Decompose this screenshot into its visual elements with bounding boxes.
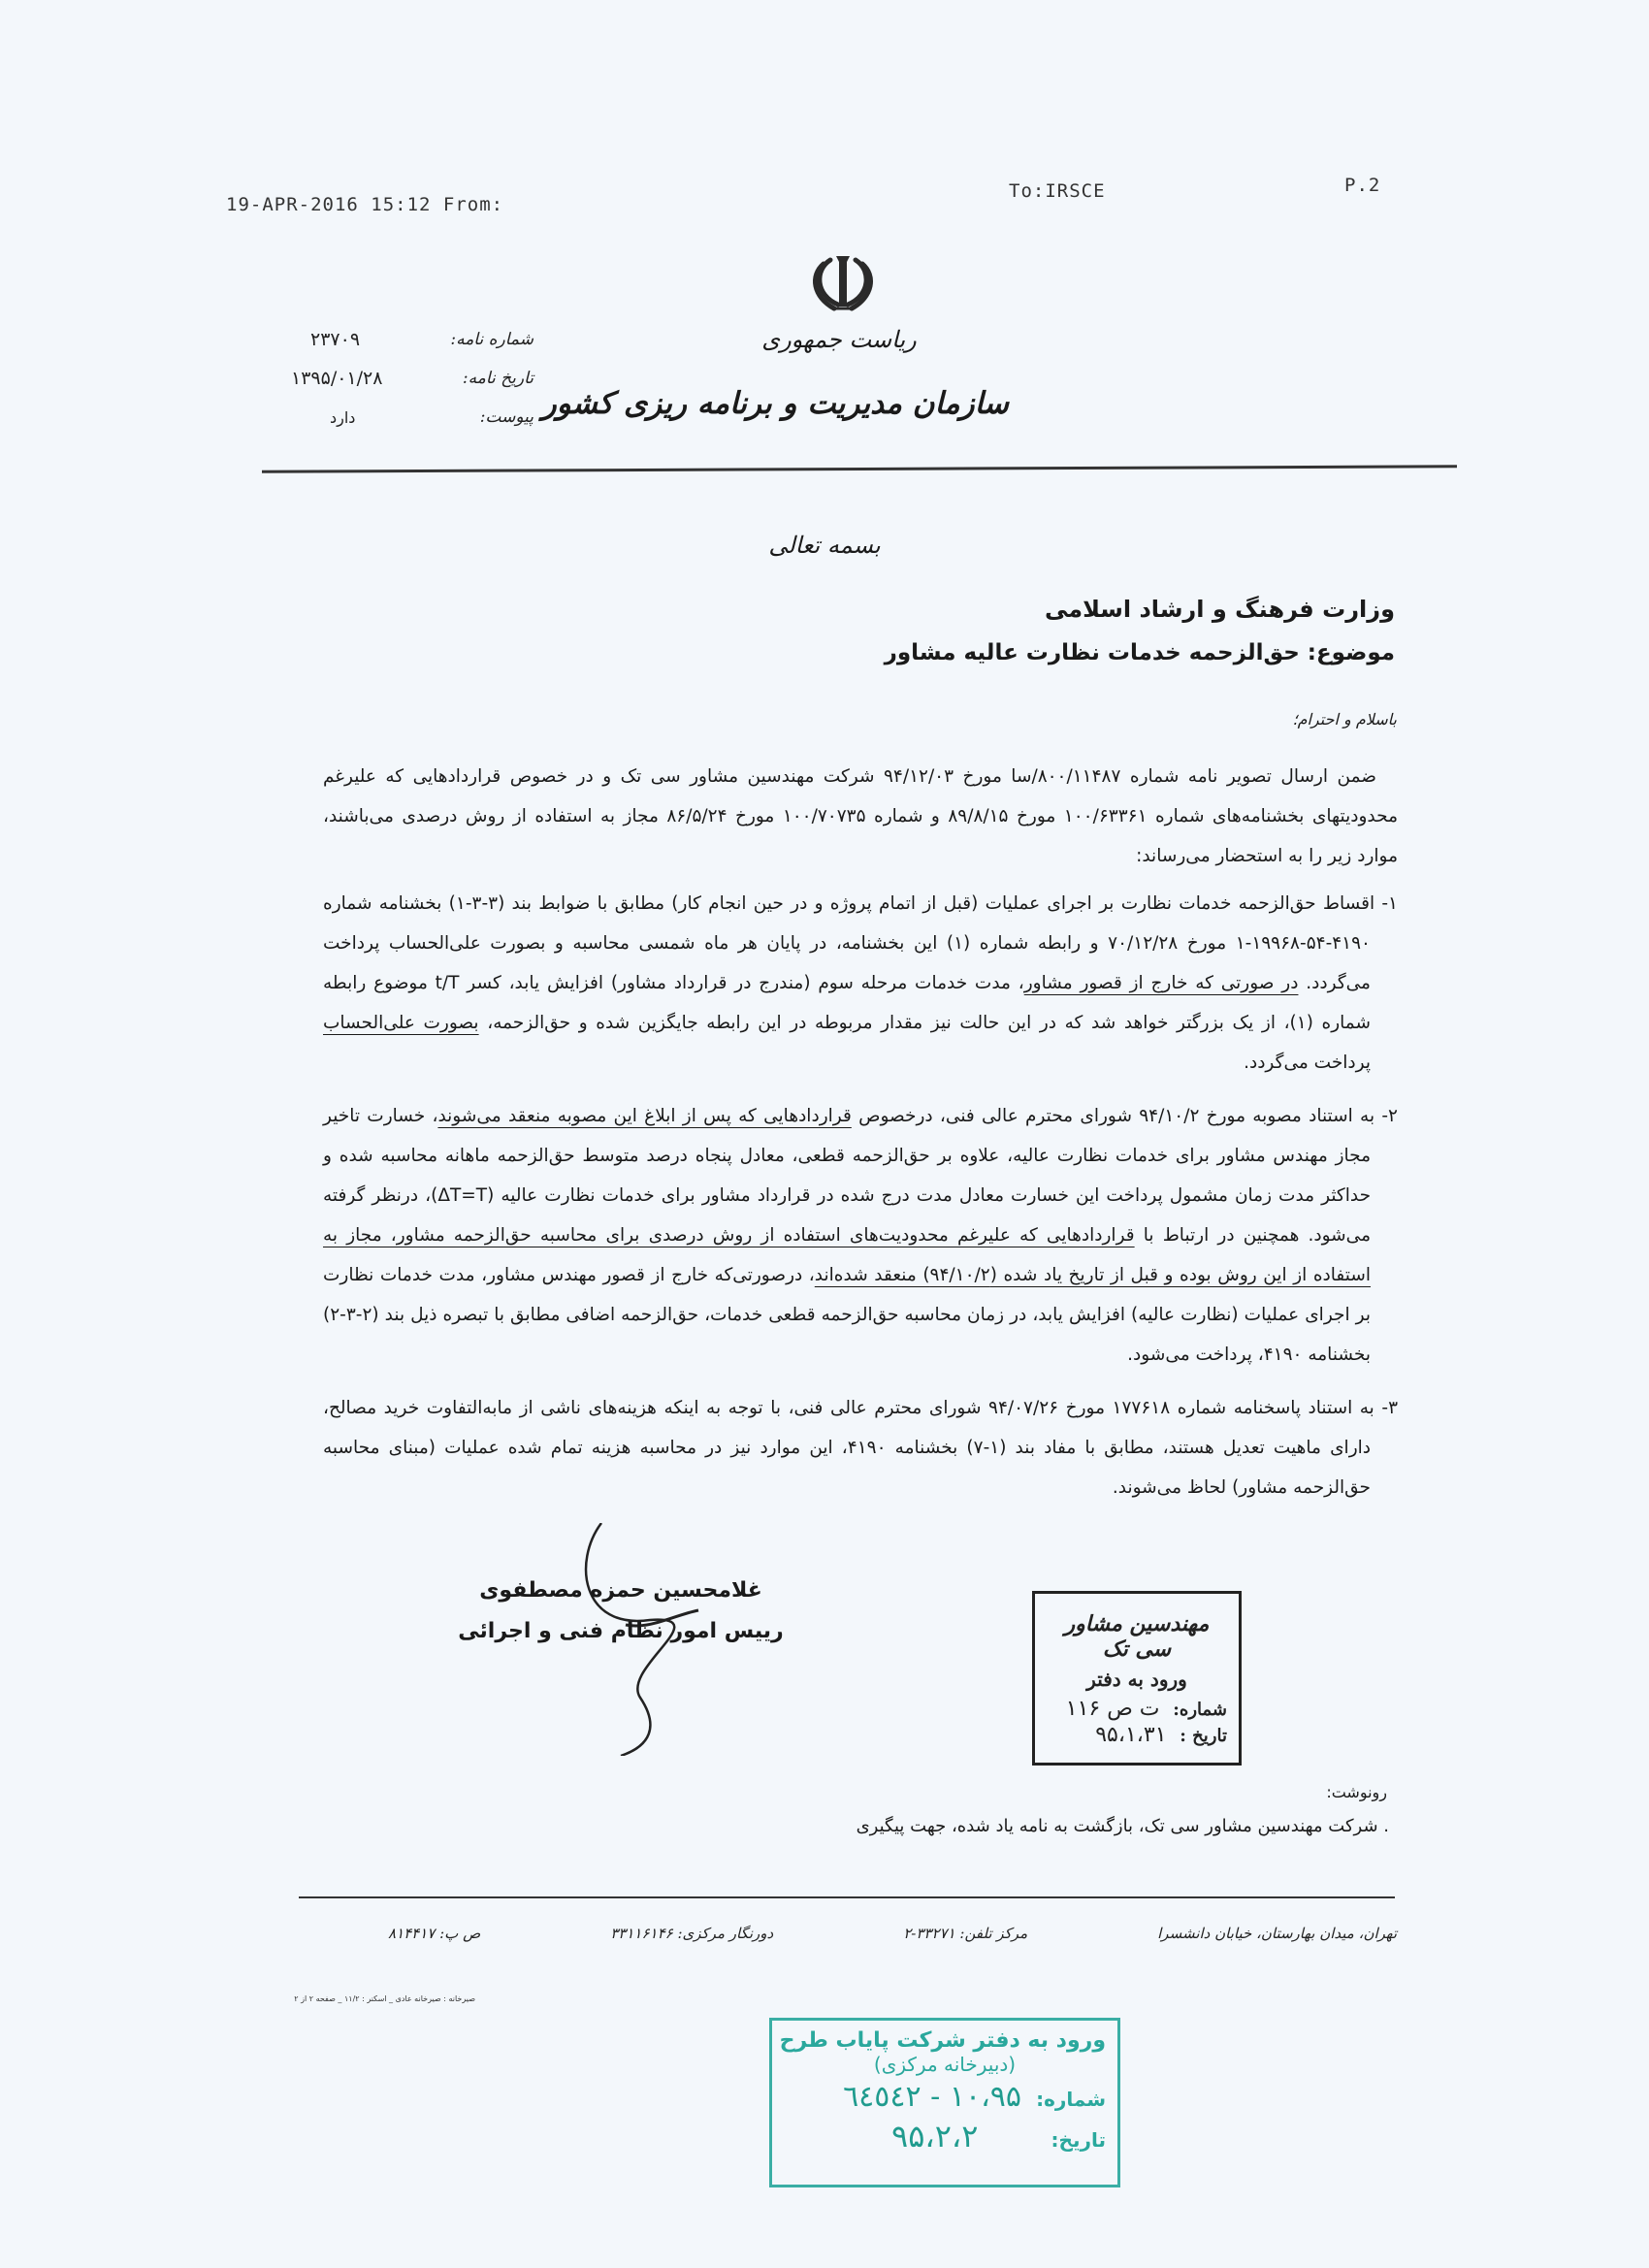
numbered-item xyxy=(323,1096,1398,1375)
fax-to: To:IRSCE xyxy=(1009,180,1106,202)
payab-heading: ورود به دفتر شرکت پایاب طرح xyxy=(779,2028,1106,2053)
stamp-number-value: ت ص ۱۱۶ xyxy=(1065,1697,1160,1721)
subject: موضوع: حق‌الزحمه خدمات نظارت عالیه مشاور xyxy=(884,640,1395,665)
fax-page: P.2 xyxy=(1344,175,1381,196)
numbered-item xyxy=(323,884,1398,1083)
payab-date-label: تاریخ: xyxy=(1051,2128,1106,2152)
letter-date-value: ۱۳۹۵/۰۱/۲۸ xyxy=(291,368,383,389)
underlined-text: بصورت علی‌الحساب xyxy=(323,1013,479,1033)
org-line1: ریاست جمهوری xyxy=(761,326,917,353)
footer-contacts xyxy=(388,1925,1397,1942)
cc-text: . شرکت مهندسین مشاور سی تک، بازگشت به نامه یاد شده، جهت پیگیری xyxy=(856,1816,1389,1836)
item-text: ، درصورتی‌که خارج از قصور مهندس مشاور، مدت خدمات نظارت بر اجرای عملیات (نظارت عالیه) افزایش یابد، در زمان محاسبه حق‌الزحمه قطعی خدمات، حق‌الزحمه اضافی مطابق با تبصره ذیل بند (۲-۳-۲) بخشنامه ۴۱۹۰، پرداخت می‌شود. xyxy=(323,1265,1371,1365)
payab-number-value: ۱۰،۹۵ - ٦٤٥٤٢ xyxy=(843,2080,1021,2114)
footer-fax: دورنگار مرکزی: ۳۳۱۱۶۱۴۶ xyxy=(610,1925,774,1942)
attachment-value: دارد xyxy=(330,407,356,427)
item-number: ۳- xyxy=(1374,1398,1399,1418)
underlined-text: قراردادهایی که علیرغم محدودیت‌های استفاده از روش درصدی برای محاسبه حق‌الزحمه مشاور، مجاز به استفاده از این روش بوده و قبل از تاریخ یاد شده (۹۴/۱۰/۲) منعقد شده‌اند xyxy=(323,1225,1372,1285)
stamp-date-row xyxy=(1047,1723,1227,1747)
numbered-items xyxy=(323,884,1398,1507)
received-stamp-payab xyxy=(769,2018,1120,2187)
payab-number-row xyxy=(784,2080,1106,2114)
item-number: ۱- xyxy=(1374,893,1398,914)
stamp-date-label: تاریخ : xyxy=(1180,1726,1227,1746)
stamp-date-value: ۹۵،۱،۳۱ xyxy=(1095,1723,1167,1747)
underlined-text: قراردادهایی که پس از ابلاغ این مصوبه منعقد می‌شوند xyxy=(437,1106,852,1126)
meta-row-number xyxy=(281,320,534,359)
signatory-name: غلامحسین حمزه مصطفوی xyxy=(479,1578,762,1603)
intro-paragraph: ضمن ارسال تصویر نامه شماره ۸۰۰/۱۱۴۸۷/سا مورخ ۹۴/۱۲/۰۳ شرکت مهندسین مشاور سی تک و در خصوص قراردادهایی که علیرغم محدودیتهای بخشنامه‌های شماره ۱۰۰/۶۳۳۶۱ مورخ ۸۹/۸/۱۵ و شماره ۱۰۰/۷۰۷۳۵ مورخ ۸۶/۵/۲۴ مجاز به استفاده از روش درصدی می‌باشند، موارد زیر را به استحضار می‌رساند: xyxy=(323,766,1398,866)
stamp-company: مهندسین مشاور سی تک xyxy=(1064,1611,1210,1662)
stamp-heading: ورود به دفتر xyxy=(1086,1668,1187,1691)
meta-row-date xyxy=(281,359,534,398)
payab-date-value: ۹۵،۲،۲ xyxy=(891,2118,979,2155)
meta-row-attachment xyxy=(281,398,534,437)
received-stamp-sitech xyxy=(1032,1591,1242,1766)
payab-date-row xyxy=(784,2118,1106,2155)
iran-emblem-icon xyxy=(809,250,877,312)
item-text: ، مدت خدمات مرحله سوم (مندرج در قرارداد مشاور) افزایش یابد، کسر t/T موضوع رابطه شماره (۱)، از یک بزرگتر خواهد شد که در این حالت نیز مقدار مربوطه در این رابطه جایگزین شده و حق‌الزحمه، xyxy=(323,973,1372,1033)
header-divider xyxy=(262,465,1457,472)
underlined-text: در صورتی که خارج از قصور مشاور xyxy=(1023,973,1299,993)
attachment-label: پیوست: xyxy=(479,407,534,427)
item-number: ۲- xyxy=(1374,1106,1398,1126)
letter-number-value: ۲۳۷۰۹ xyxy=(310,329,361,350)
signatory-title: رییس امور نظام فنی و اجرائی xyxy=(458,1619,784,1643)
fax-datetime-from: 19-APR-2016 15:12 From: xyxy=(226,194,504,215)
cc-label: رونوشت: xyxy=(1326,1783,1387,1801)
payab-number-label: شماره: xyxy=(1036,2088,1106,2111)
recipient: وزارت فرهنگ و ارشاد اسلامی xyxy=(1044,596,1395,623)
numbered-item xyxy=(323,1388,1398,1507)
bismillah: بسمه تعالی xyxy=(768,532,881,559)
stamp-number-row xyxy=(1047,1697,1227,1721)
letter-date-label: تاریخ نامه: xyxy=(462,369,534,388)
letter-meta xyxy=(281,320,534,437)
greeting: باسلام و احترام؛ xyxy=(1292,710,1397,729)
payab-subheading: (دبیرخانه مرکزی) xyxy=(873,2053,1017,2076)
item-text: پرداخت می‌گردد. xyxy=(1244,1053,1371,1073)
footer-address: تهران، میدان بهارستان، خیابان دانشسرا xyxy=(1157,1925,1397,1942)
letter-number-label: شماره نامه: xyxy=(450,330,534,349)
footer-phone: مرکز تلفن: ۳۳۲۷۱-۲ xyxy=(903,1925,1028,1942)
letter-body xyxy=(323,757,1398,1507)
stamp-number-label: شماره: xyxy=(1173,1700,1227,1720)
item-text: اقساط حق‌الزحمه خدمات نظارت بر اجرای عملیات (قبل از اتمام پروژه و در حین انجام کار) مطابق با ضوابط بند (۳-۳-۱) بخشنامه شماره ۴۱۹۰-۵۴-۱۹۹۶۸-۱ مورخ ۷۰/۱۲/۲۸ و رابطه شماره (۱) این بخشنامه، در پایان هر ماه شمسی محاسبه و بصورت علی‌الحساب پرداخت می‌گردد. xyxy=(323,893,1375,993)
item-text: به استناد مصوبه مورخ ۹۴/۱۰/۲ شورای محترم عالی فنی، درخصوص xyxy=(851,1106,1375,1126)
scan-small-print: صیرخانه : صیرخانه عادی _ اسکنر : ۱۱/۲ _ صفحه ۲ از ۲ xyxy=(294,1994,475,2003)
footer-postal: ص پ: ۸۱۴۴۱۷ xyxy=(388,1925,481,1942)
item-text: ، خسارت تاخیر مجاز مهندس مشاور برای خدمات نظارت عالیه، علاوه بر حق‌الزحمه قطعی، معادل پنجاه درصد متوسط حق‌الزحمه ماهانه محاسبه شده و حداکثر مدت زمان مشمول پرداخت این خسارت معادل مدت درج شده در قرارداد مشاور برای خدمات نظارت عالیه (ΔT=T)، درنظر گرفته می‌شود. همچنین در ارتباط با xyxy=(323,1106,1372,1246)
footer-divider xyxy=(299,1896,1395,1898)
item-text: به استناد پاسخنامه شماره ۱۷۷۶۱۸ مورخ ۹۴/۰۷/۲۶ شورای محترم عالی فنی، با توجه به اینکه هزینه‌های ناشی از مابه‌التفاوت خرید مصالح، دارای ماهیت تعدیل هستند، مطابق با مفاد بند (۱-۷) بخشنامه ۴۱۹۰، این موارد نیز در محاسبه هزینه تمام شده عملیات (مبنای محاسبه حق‌الزحمه مشاور) لحاظ می‌شوند. xyxy=(323,1398,1374,1498)
org-line2: سازمان مدیریت و برنامه ریزی کشور xyxy=(541,386,1009,421)
